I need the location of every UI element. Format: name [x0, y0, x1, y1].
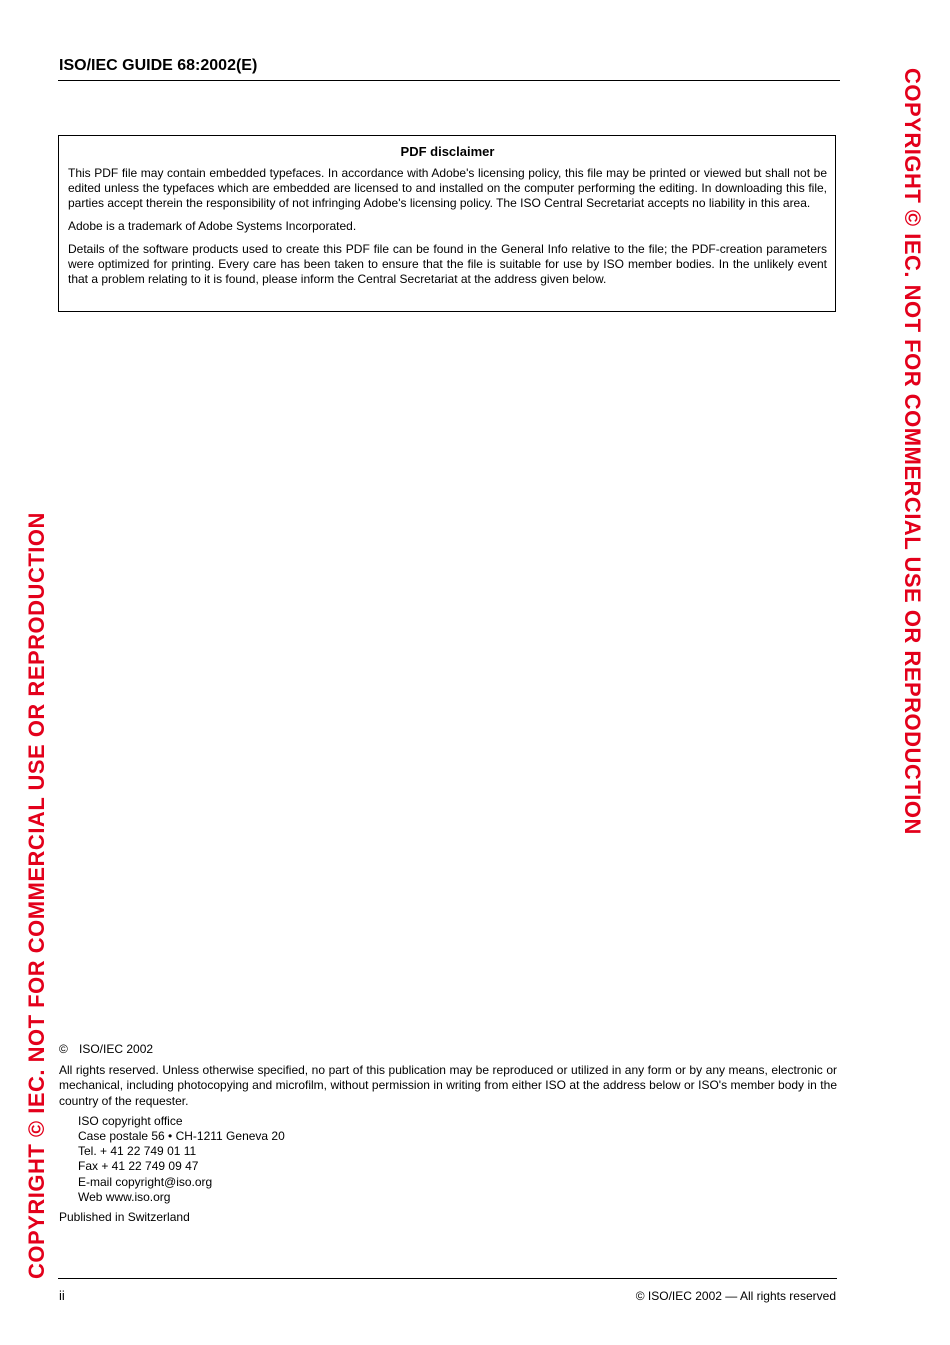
copyright-notice: [59, 1042, 837, 1225]
disclaimer-paragraph-details: Details of the software products used to create this PDF file can be found in the General Info relative to the file; the PDF-creation parameters were optimized for printing. Every care has been taken to ensure that the file is suitable for use by ISO member bodies. In the unlikely event that a problem relating to it is found, please inform the Central Secretariat at the address given below.: [68, 241, 827, 287]
pdf-disclaimer-box: [58, 135, 836, 312]
rights-statement: All rights reserved. Unless otherwise specified, no part of this publication may be reproduced or utilized in any form or by any means, electronic or mechanical, including photocopying and microfilm, without permission in writing from either ISO at the address below or ISO's member body in the country of the requester.: [59, 1063, 837, 1108]
footer-divider: [58, 1278, 837, 1279]
copyright-watermark-right: COPYRIGHT © IEC. NOT FOR COMMERCIAL USE OR REPRODUCTION: [900, 68, 925, 835]
published-location: Published in Switzerland: [59, 1210, 190, 1225]
office-email: E-mail copyright@iso.org: [78, 1174, 213, 1189]
copyright-watermark-left: COPYRIGHT © IEC. NOT FOR COMMERCIAL USE OR REPRODUCTION: [24, 512, 49, 1279]
copyright-holder-line: [59, 1042, 837, 1057]
document-header-title: ISO/IEC GUIDE 68:2002(E): [59, 57, 258, 74]
header-divider: [58, 80, 840, 81]
copyright-office-address: [78, 1114, 837, 1205]
footer-copyright: © ISO/IEC 2002 — All rights reserved: [635, 1289, 836, 1303]
office-telephone: Tel. + 41 22 749 01 11: [78, 1144, 197, 1159]
office-fax: Fax + 41 22 749 09 47: [78, 1159, 199, 1174]
disclaimer-paragraph-typefaces: This PDF file may contain embedded typefaces. In accordance with Adobe's licensing policy, this file may be printed or viewed but shall not be edited unless the typefaces which are embedded are licensed to and installed on the computer performing the editing. In downloading this file, parties accept therein the responsibility of not infringing Adobe's licensing policy. The ISO Central Secretariat accepts no liability in this area.: [68, 166, 827, 211]
copyright-symbol: ©: [59, 1042, 68, 1056]
office-name: ISO copyright office: [78, 1113, 183, 1128]
office-postal-address: Case postale 56 • CH-1211 Geneva 20: [78, 1129, 285, 1144]
copyright-holder: ISO/IEC 2002: [79, 1042, 154, 1056]
page-number: ii: [59, 1288, 65, 1303]
disclaimer-title: PDF disclaimer: [400, 144, 495, 159]
office-website: Web www.iso.org: [78, 1189, 171, 1204]
disclaimer-paragraph-trademark: Adobe is a trademark of Adobe Systems Incorporated.: [68, 219, 357, 234]
